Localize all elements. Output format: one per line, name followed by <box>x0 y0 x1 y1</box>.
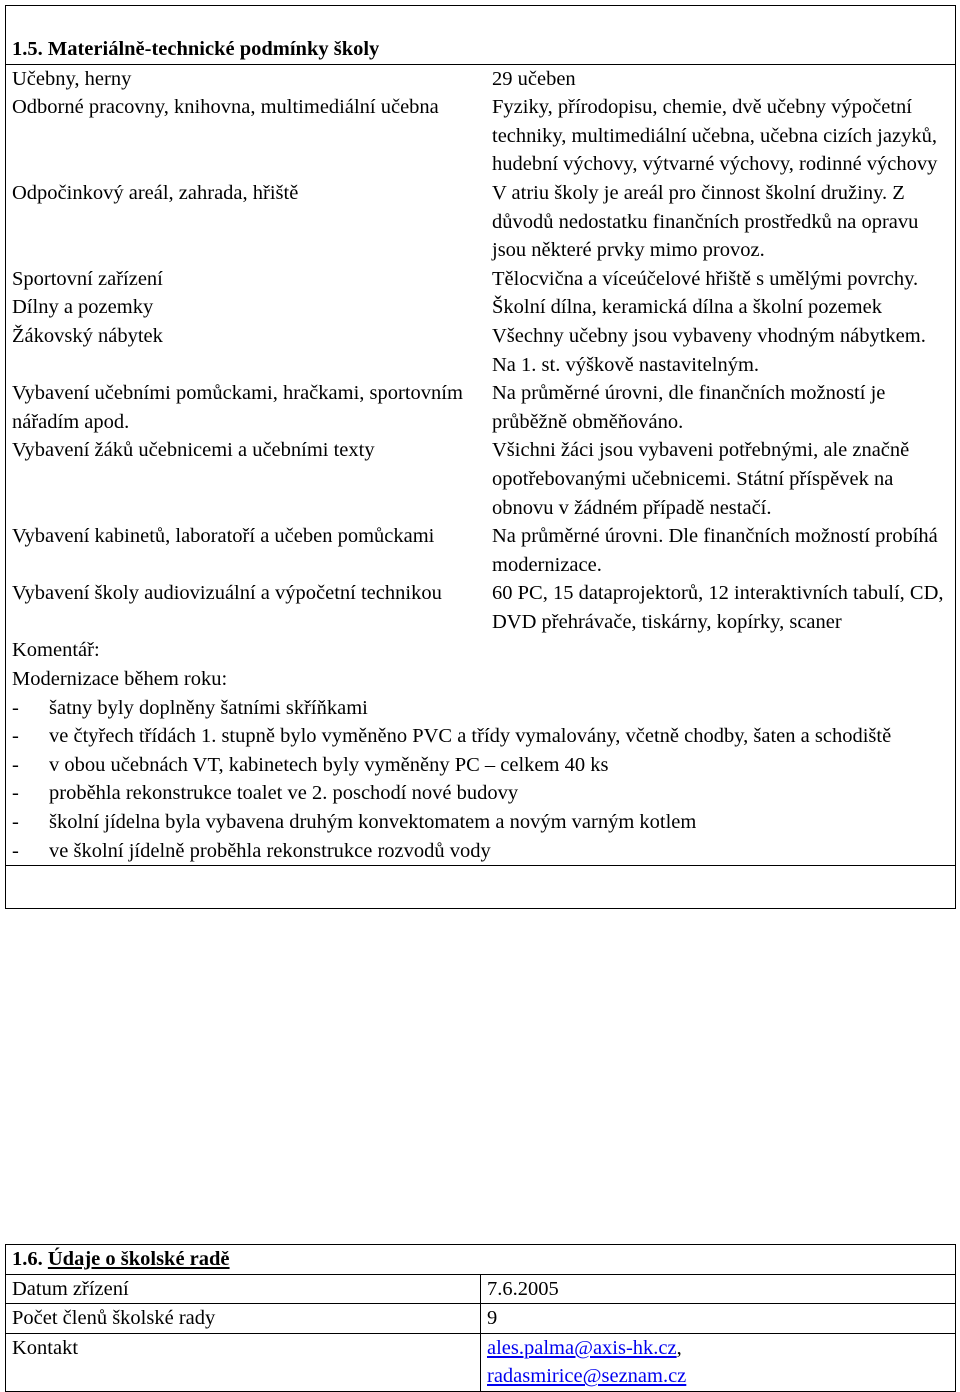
row-value: Na průměrné úrovni. Dle finančních možností probíhá modernizace. <box>486 522 956 579</box>
spacer-row <box>6 866 956 909</box>
section-title: Materiálně-technické podmínky školy <box>47 38 380 60</box>
row-value: V atriu školy je areál pro činnost školní družiny. Z důvodů nedostatku finančních prostředků na opravu jsou některé prvky mimo provoz. <box>486 179 956 265</box>
table-row <box>6 93 956 179</box>
table-row <box>6 379 956 436</box>
row-label: Učebny, herny <box>6 64 487 93</box>
row-label: Vybavení učebními pomůckami, hračkami, sportovním nářadím apod. <box>6 379 487 436</box>
comment-item <box>12 751 949 780</box>
row-value: Tělocvična a víceúčelové hřiště s umělými povrchy. <box>486 265 956 294</box>
section-number: 1.6. <box>12 1248 43 1270</box>
comment-item <box>12 808 949 837</box>
email-link-2[interactable]: radasmirice@seznam.cz <box>487 1365 687 1388</box>
table-row <box>6 179 956 265</box>
row-label: Odborné pracovny, knihovna, multimediální učebna <box>6 93 487 179</box>
section-title-cell <box>6 1245 956 1275</box>
spacer-cell <box>6 866 956 909</box>
section-title-row <box>6 6 956 65</box>
section-title: Údaje o školské radě <box>47 1248 230 1270</box>
comment-label: Komentář: <box>12 639 100 662</box>
comment-item-text: v obou učebnách VT, kabinetech byly vyměněny PC – celkem 40 ks <box>49 753 609 776</box>
table-row <box>6 436 956 522</box>
row-value: 7.6.2005 <box>481 1274 956 1304</box>
comment-item <box>12 694 949 723</box>
row-value: 60 PC, 15 dataprojektorů, 12 interaktivních tabulí, CD, DVD přehrávače, tiskárny, kopírky, scaner <box>486 579 956 636</box>
comment-item-text: ve školní jídelně proběhla rekonstrukce rozvodů vody <box>49 839 491 862</box>
row-label: Datum zřízení <box>6 1274 481 1304</box>
row-label: Dílny a pozemky <box>6 293 487 322</box>
comment-intro: Modernizace během roku: <box>12 668 228 691</box>
school-board-table <box>5 1244 956 1392</box>
row-label: Počet členů školské rady <box>6 1304 481 1334</box>
row-value: Na průměrné úrovni, dle finančních možností je průběžně obměňováno. <box>486 379 956 436</box>
row-label: Vybavení žáků učebnicemi a učebními texty <box>6 436 487 522</box>
table-row <box>6 1304 956 1334</box>
contact-value <box>481 1333 956 1391</box>
row-label: Sportovní zařízení <box>6 265 487 294</box>
section-number: 1.5. <box>12 38 43 60</box>
row-label: Žákovský nábytek <box>6 322 487 379</box>
comment-item-text: šatny byly doplněny šatními skříňkami <box>49 696 368 719</box>
row-value: 29 učeben <box>486 64 956 93</box>
dash-bullet: - <box>12 811 19 834</box>
comment-item <box>12 837 949 866</box>
section-title-row <box>6 1245 956 1275</box>
contact-row <box>6 1333 956 1391</box>
comment-list <box>12 694 949 866</box>
row-label: Vybavení kabinetů, laboratoří a učeben pomůckami <box>6 522 487 579</box>
comment-item-text: proběhla rekonstrukce toalet ve 2. poschodí nové budovy <box>49 782 519 805</box>
row-value: 9 <box>481 1304 956 1334</box>
dash-bullet: - <box>12 725 19 748</box>
table-row <box>6 322 956 379</box>
dash-bullet: - <box>12 696 19 719</box>
contact-label: Kontakt <box>6 1333 481 1391</box>
comment-item <box>12 722 949 751</box>
row-label: Odpočinkový areál, zahrada, hřiště <box>6 179 487 265</box>
row-value: Fyziky, přírodopisu, chemie, dvě učebny výpočetní techniky, multimediální učebna, učebna cizích jazyků, hudební výchovy, výtvarné výchovy, rodinné výchovy <box>486 93 956 179</box>
row-value: Školní dílna, keramická dílna a školní pozemek <box>486 293 956 322</box>
table-row <box>6 1274 956 1304</box>
material-conditions-table <box>5 5 956 909</box>
comment-row <box>6 636 956 865</box>
section-title-cell <box>6 6 956 65</box>
comment-item-text: školní jídelna byla vybavena druhým konvektomatem a novým varným kotlem <box>49 811 697 834</box>
comment-item <box>12 779 949 808</box>
dash-bullet: - <box>12 839 19 862</box>
table-row <box>6 64 956 93</box>
table-row <box>6 522 956 579</box>
comment-item-text: ve čtyřech třídách 1. stupně bylo vyměněno PVC a třídy vymalovány, včetně chodby, šaten a schodiště <box>49 725 892 748</box>
section-rows <box>6 1274 956 1333</box>
dash-bullet: - <box>12 782 19 805</box>
table-row <box>6 579 956 636</box>
email-separator: , <box>676 1336 682 1359</box>
row-value: Všechny učebny jsou vybaveny vhodným nábytkem. Na 1. st. výškově nastavitelným. <box>486 322 956 379</box>
row-value: Všichni žáci jsou vybaveni potřebnými, ale značně opotřebovanými učebnicemi. Státní příspěvek na obnovu v žádném případě nestačí. <box>486 436 956 522</box>
section-rows <box>6 64 956 636</box>
email-link-1[interactable]: ales.palma@axis-hk.cz <box>487 1336 677 1359</box>
comment-cell <box>6 636 956 865</box>
table-row <box>6 293 956 322</box>
dash-bullet: - <box>12 753 19 776</box>
row-label: Vybavení školy audiovizuální a výpočetní technikou <box>6 579 487 636</box>
table-row <box>6 265 956 294</box>
